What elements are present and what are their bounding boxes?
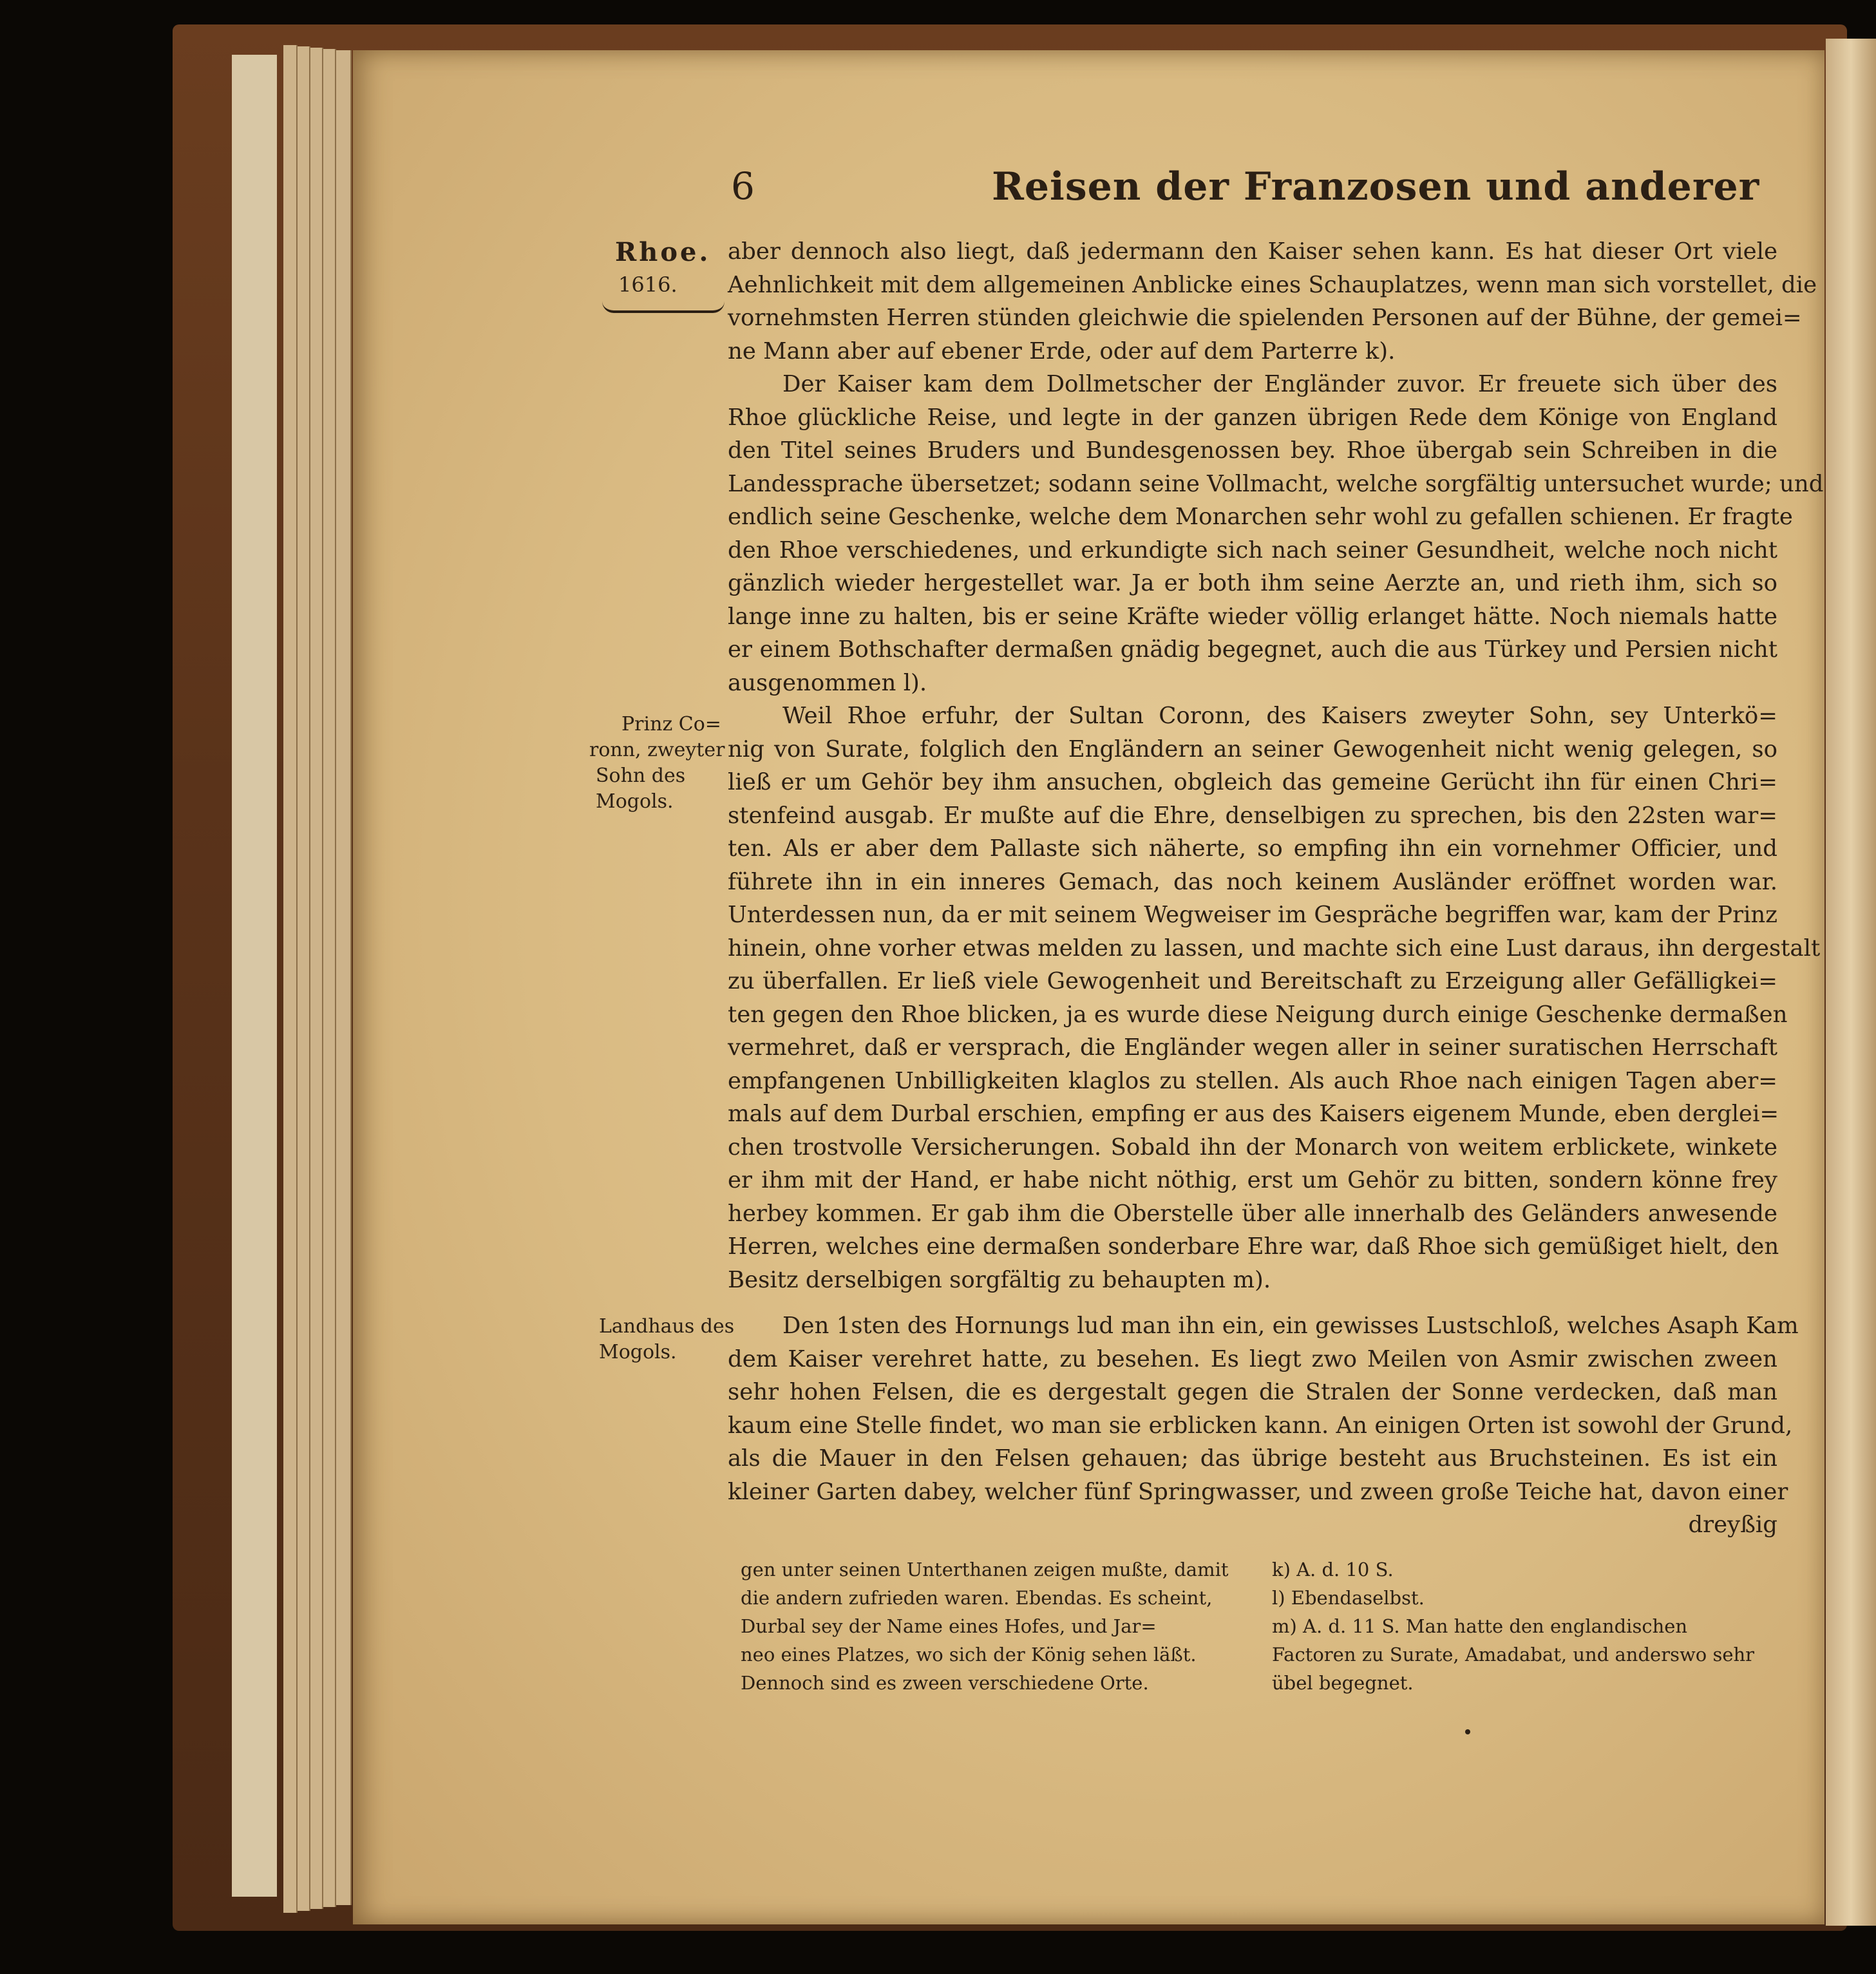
paragraph-3: Weil Rhoe erfuhr, der Sultan Coronn, des Kaisers zweyter Sohn, sey Unterkö= nig von Surate, folglich den Engländern an seiner Gewogenheit nicht wenig gelegen, so ließ er um Gehör bey ihm ansuchen, obgleich das gemeine Gerücht ihn für einen Chri= stenfeind ausgab. Er mußte auf die Ehre, denselbigen zu sprechen, bis den 22sten war= ten. Als er aber dem Pallaste sich näherte, so empfing ihn ein vornehmer Officier, und führete ihn in ein inneres Gemach, das noch keinem Ausländer eröffnet worden war. Unterdessen nun, da er mit seinem Wegweiser im Gespräche begriffen war, kam der Prinz hinein, ohne vorher etwas melden zu lassen, und machte sich eine Lust daraus, ihn dergestalt zu überfallen. Er ließ viele Gewogenheit und Bereitschaft zu Erzeigung aller Gefälligkei= ten gegen den Rhoe blicken, ja es wurde diese Neigung durch einige Geschenke dermaßen vermehret, daß er versprach, die Engländer wegen aller in seiner suratischen Herrschaft empfangenen Unbilligkeiten klaglos zu stellen. Als auch Rhoe nach einigen Tagen aber= mals auf dem Durbal erschien, empfing er aus des Kaisers eigenem Munde, eben derglei= chen trostvolle Versicherungen. Sobald ihn der Monarch von weitem erblickete, winkete er ihm mit der Hand, er habe nicht nöthig, erst um Gehör zu bitten, sondern könne frey herbey kommen. Er gab ihm die Oberstelle über alle innerhalb des Geländers anwesende Herren, welches eine dermaßen sonderbare Ehre war, daß Rhoe sich gemüßiget hielt, den Besitz derselbigen sorgfältig zu behaupten m). [728,703,1821,1293]
margin-brace [602,301,725,313]
margin-note-rhoe: Rhoe. [615,237,711,267]
running-title: Reisen der Franzosen und anderer [992,164,1760,209]
page-stack-edge [298,46,310,1911]
facing-page-edge [1826,39,1876,1926]
footnotes-right: k) A. d. 10 S. l) Ebendaselbst. m) A. d. 11 S. Man hatte den englandischen Factoren zu Surate, Amadabat, und anderswo sehr übel begegnet. [1272,1559,1755,1694]
flyleaf-edge [232,55,277,1897]
page-stack-edge [283,45,298,1913]
paragraph-1: aber dennoch also liegt, daß jedermann den Kaiser sehen kann. Es hat dieser Ort viele Aehnlichkeit mit dem allgemeinen Anblicke eines Schauplatzes, wenn man sich vorstellet, die vornehmsten Herren stünden gleichwie die spielenden Personen auf der Bühne, der gemei= ne Mann aber auf ebener Erde, oder auf dem Parterre k). [728,238,1817,365]
margin-note-prinz: Prinz Co= ronn, zweyter Sohn des Mogols. [589,713,725,813]
page-stack-edge [336,50,352,1905]
page-stack-edge [323,49,336,1907]
margin-note-year: 1616. [618,272,677,297]
paragraph-4: Den 1sten des Hornungs lud man ihn ein, ein gewisses Lustschloß, welches Asaph Kam dem Kaiser verehret hatte, zu besehen. Es liegt zwo Meilen von Asmir zwischen zween sehr hohen Felsen, die es dergestalt gegen die Stralen der Sonne verdecken, daß man kaum eine Stelle findet, wo man sie erblicken kann. An einigen Orten ist sowohl der Grund, als die Mauer in den Felsen gehauen; das übrige besteht aus Bruchsteinen. Es ist ein kleiner Garten dabey, welcher fünf Springwasser, und zween große Teiche hat, davon einer dreyßig [728,1309,1777,1542]
page-stack-edge [310,48,323,1909]
catchword: dreyßig [1688,1512,1777,1538]
footnotes-left: gen unter seinen Unterthanen zeigen mußte, damit die andern zufrieden waren. Ebendas. Es scheint, Durbal sey der Name eines Hofes, und Jar= neo eines Platzes, wo sich der König sehen läßt. Dennoch sind es zween verschiedene Orte. [741,1559,1229,1694]
paragraph-2: Der Kaiser kam dem Dollmetscher der Engländer zuvor. Er freuete sich über des Rhoe glückliche Reise, und legte in der ganzen übrigen Rede dem Könige von England den Titel seines Bruders und Bundesgenossen bey. Rhoe übergab sein Schreiben in die Landessprache übersetzet; sodann seine Vollmacht, welche sorgfältig untersuchet wurde; und endlich seine Geschenke, welche dem Monarchen sehr wohl zu gefallen schienen. Er fragte den Rhoe verschiedenes, und erkundigte sich nach seiner Gesundheit, welche noch nicht gänzlich wieder hergestellet war. Ja er both ihm seine Aerzte an, und rieth ihm, sich so lange inne zu halten, bis er seine Kräfte wieder völlig erlanget hätte. Noch niemals hatte er einem Bothschafter dermaßen gnädig begegnet, auch die aus Türkey und Persien nicht ausgenommen l). [728,371,1824,696]
margin-note-landhaus: Landhaus des Mogols. [599,1315,735,1363]
page-number: 6 [731,164,755,208]
ink-speck [1465,1729,1470,1734]
